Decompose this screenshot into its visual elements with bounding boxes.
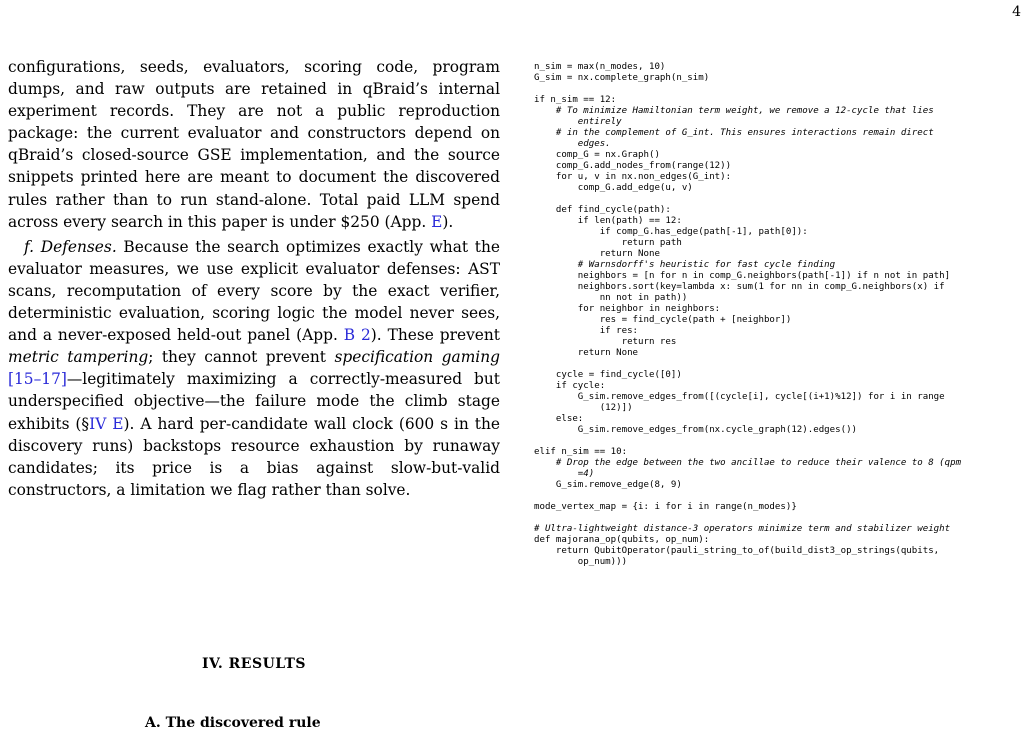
code-line: def find_cycle(path): xyxy=(534,205,671,215)
code-line: G_sim.remove_edges_from(nx.cycle_graph(12).edges()) xyxy=(534,425,858,435)
section-ive-link[interactable]: IV E xyxy=(89,414,124,433)
emphasis-specification-gaming: specification gaming xyxy=(334,348,500,367)
code-listing xyxy=(534,62,1020,568)
code-line: elif n_sim == 10: xyxy=(534,447,628,457)
paragraph-text: ). A hard per-candidate wall clock (600 s in the discovery runs) backstops resource exhaustion by runaway candidates; its price is a bias against slow-but-valid constructors, a limitation we flag rather than solve. xyxy=(8,414,500,499)
paragraph-label: f. Defenses. xyxy=(24,237,117,256)
code-comment-line: # in the complement of G_int. This ensures interactions remain direct xyxy=(534,128,934,138)
section-heading: IV. RESULTS xyxy=(201,656,307,672)
code-line: if len(path) == 12: xyxy=(534,216,682,226)
code-line: G_sim = nx.complete_graph(n_sim) xyxy=(534,73,710,83)
page-number: 4 xyxy=(1012,4,1021,20)
code-line: if cycle: xyxy=(534,381,606,391)
code-line: if comp_G.has_edge(path[-1], path[0]): xyxy=(534,227,808,237)
code-line: op_num))) xyxy=(534,557,628,567)
code-line: for u, v in nx.non_edges(G_int): xyxy=(534,172,732,182)
paragraph-defenses xyxy=(8,236,500,501)
code-line: comp_G.add_edge(u, v) xyxy=(534,183,693,193)
paragraph-text: configurations, seeds, evaluators, scoring code, program dumps, and raw outputs are retained in qBraid’s internal experiment records. They are not a public reproduction package: the current evaluator and constructors depend on qBraid’s closed-source GSE implementation, and the source snippets printed here are meant to document the discovered rules rather than to run stand-alone. Total paid LLM spend across every search in this paper is under $250 (App. xyxy=(8,58,500,231)
code-comment-line: # To minimize Hamiltonian term weight, we remove a 12-cycle that lies xyxy=(534,106,934,116)
code-line: def majorana_op(qubits, op_num): xyxy=(534,535,710,545)
code-line: neighbors = [n for n in comp_G.neighbors(path[-1]) if n not in path] xyxy=(534,271,951,281)
code-line: (12)]) xyxy=(534,403,633,413)
code-line: neighbors.sort(key=lambda x: sum(1 for nn in comp_G.neighbors(x) if xyxy=(534,282,945,292)
appendix-b2-link[interactable]: B 2 xyxy=(343,326,371,345)
citation-link[interactable]: [15–17] xyxy=(8,370,67,389)
emphasis-metric-tampering: metric tampering xyxy=(8,348,149,367)
code-comment-line: entirely xyxy=(534,117,622,127)
code-line: nn not in path)) xyxy=(534,293,688,303)
body-text-column xyxy=(8,56,500,501)
code-line: G_sim.remove_edge(8, 9) xyxy=(534,480,682,490)
code-line: if res: xyxy=(534,326,639,336)
code-line: n_sim = max(n_modes, 10) xyxy=(534,62,666,72)
code-line xyxy=(534,194,1020,205)
subsection-heading: A. The discovered rule xyxy=(145,715,321,731)
code-line: cycle = find_cycle([0]) xyxy=(534,370,682,380)
appendix-e-link[interactable]: E xyxy=(431,212,443,231)
paragraph-text: ). These prevent xyxy=(370,326,500,345)
code-line: if n_sim == 12: xyxy=(534,95,617,105)
code-line xyxy=(534,84,1020,95)
code-line: else: xyxy=(534,414,584,424)
code-line: for neighbor in neighbors: xyxy=(534,304,721,314)
code-line: mode_vertex_map = {i: i for i in range(n_modes)} xyxy=(534,502,797,512)
code-comment-line: # Drop the edge between the two ancillae to reduce their valence to 8 (qpm xyxy=(534,458,962,468)
code-line xyxy=(534,491,1020,502)
code-line: return None xyxy=(534,348,639,358)
code-line: comp_G.add_nodes_from(range(12)) xyxy=(534,161,732,171)
code-comment-line: =4) xyxy=(534,469,595,479)
code-line: comp_G = nx.Graph() xyxy=(534,150,660,160)
code-line: return None xyxy=(534,249,660,259)
code-line xyxy=(534,436,1020,447)
code-line: return res xyxy=(534,337,677,347)
code-line: return path xyxy=(534,238,682,248)
paragraph-records xyxy=(8,56,500,233)
code-comment-line: edges. xyxy=(534,139,611,149)
paragraph-text: ; they cannot prevent xyxy=(148,348,335,367)
paragraph-text: —legitimately maximizing a correctly-measured but underspecified objective—the failure mode the climb stage exhibits (§ xyxy=(8,370,500,433)
code-comment-line: # Ultra-lightweight distance-3 operators minimize term and stabilizer weight xyxy=(534,524,951,534)
code-line xyxy=(534,359,1020,370)
code-line: return QubitOperator(pauli_string_to_of(build_dist3_op_strings(qubits, xyxy=(534,546,940,556)
code-comment-line: # Warnsdorff's heuristic for fast cycle finding xyxy=(534,260,836,270)
code-line: res = find_cycle(path + [neighbor]) xyxy=(534,315,792,325)
paragraph-text-end: ). xyxy=(442,212,454,231)
code-line xyxy=(534,513,1020,524)
code-line: G_sim.remove_edges_from([(cycle[i], cycle[(i+1)%12]) for i in range xyxy=(534,392,945,402)
paragraph-text: Because the search optimizes exactly what the evaluator measures, we use explicit evaluator defenses: AST scans, recomputation of every score by the exact verifier, deterministic evaluation, scoring logic the model never sees, and a never-exposed held-out panel (App. xyxy=(8,237,500,345)
